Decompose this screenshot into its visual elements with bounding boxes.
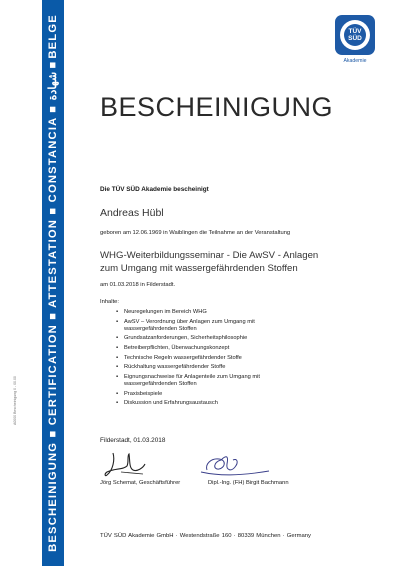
topic-list [116,309,291,410]
seminar-title: WHG-Weiterbildungsseminar - Die AwSV - Anlagen zum Umgang mit wassergefährdenden Stoffen [100,250,319,274]
birth-line: geboren am 12.06.1969 in Waiblingen die Teilnahme an der Veranstaltung [100,230,291,236]
list-item: ▪ Betreiberpflichten, Überwachungskonzept [116,344,230,351]
sidebar-text: BESCHEINIGUNG ■ CERTIFICATION ■ ATTESTATION ■ CONSTANCIA ■ شهادة ■ BELGE [47,14,59,552]
footer-address: TÜV SÜD Akademie GmbH · Westendstraße 160 · 80339 München · Germany [100,533,311,539]
signer-2: Dipl.-Ing. (FH) Birgit Bachmann [208,480,289,486]
logo-line2: SÜD [348,35,362,42]
bullet-icon: ▪ [116,344,119,351]
bullet-icon: ▪ [116,335,119,342]
participant-name: Andreas Hübl [100,207,164,219]
bullet-icon: ▪ [116,354,119,361]
intro-text: Die TÜV SÜD Akademie bescheinigt [100,186,209,193]
signer-1: Jörg Schemat, Geschäftsführer [100,480,181,486]
bullet-icon: ▪ [116,318,119,325]
bullet-icon: ▪ [116,309,119,315]
signature-1 [103,450,158,480]
date-line: am 01.03.2018 in Filderstadt. [100,282,176,288]
doc-id: A0000 Bescheinigung 0 - 00.00 [13,376,17,425]
list-item: ▪ Technische Regeln wassergefährdender Stoffe [116,354,242,361]
list-item: ▪ Diskussion und Erfahrungsaustausch [116,400,218,407]
bullet-icon: ▪ [116,373,119,380]
list-item: ▪ AwSV – Verordnung über Anlagen zum Umgang mit wassergefährdenden Stoffen [116,318,255,332]
tuv-sud-logo [333,15,377,64]
signature-2 [199,452,279,480]
bullet-icon: ▪ [116,400,119,407]
tuv-logo-icon [335,15,375,55]
logo-line1: TÜV [348,28,362,35]
place-date: Filderstadt, 01.03.2018 [100,437,166,444]
logo-caption: Akademie [343,58,367,64]
contents-label: Inhalte: [100,299,120,305]
list-item: ▪ Praxisbeispiele [116,390,163,397]
list-item: ▪ Grundsatzanforderungen, Sicherheitsphilosophie [116,335,248,342]
list-item: ▪ Neuregelungen im Bereich WHG [116,309,207,315]
page-title: BESCHEINIGUNG [100,92,334,122]
list-item: ▪ Eignungsnachweise für Anlagenteile zum Umgang mit wassergefährdenden Stoffen [116,373,260,387]
bullet-icon: ▪ [116,390,119,397]
list-item: ▪ Rückhaltung wassergefährdender Stoffe [116,364,226,371]
bullet-icon: ▪ [116,364,119,371]
